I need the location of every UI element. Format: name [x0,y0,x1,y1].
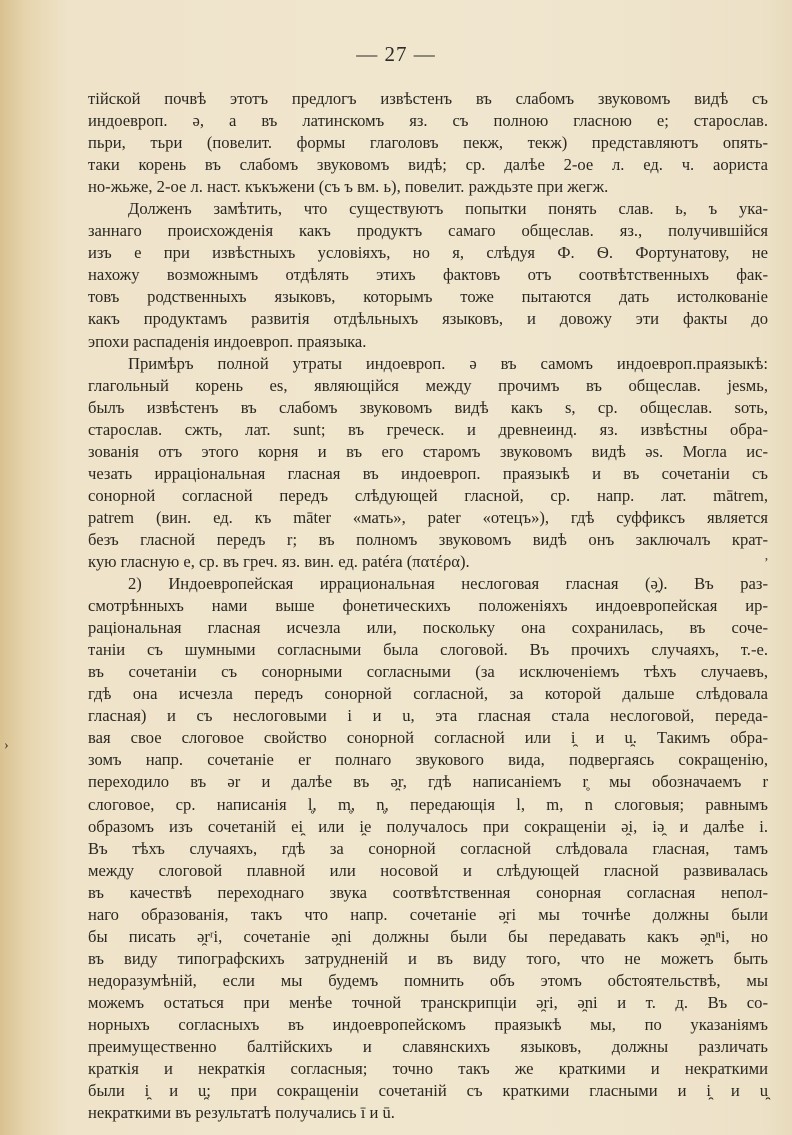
text-line: зованія отъ этого корня и въ его старомъ звуковомъ видѣ əs. Могла ис- [88,441,768,461]
text-line: пьри, тьри (повелит. формы глаголовъ пекж, текж) представляютъ опять- [88,133,768,153]
text-line: чезать ирраціональная гласная въ индоевроп. праязыкѣ и въ сочетаніи съ [88,463,768,483]
text-line: изъ е при извѣстныхъ условіяхъ, но я, слѣдуя Ф. Ѳ. Фортунатову, не [88,243,768,263]
text-line: краткія и некраткія согласныя; точно такъ же краткими и некраткими [88,1059,768,1079]
text-line: образомъ изъ сочетаній ei̯ или i̯e получалось при сокращеніи ə̯i, iə̯ и далѣе i. [88,816,768,836]
text-line: гдѣ она исчезла передъ сонорной согласной, за которой дальше слѣдовала [88,684,768,704]
text-line: некраткими въ результатѣ получались ī и ū. [88,1103,395,1123]
text-line: нахожу возможнымъ отдѣлять этихъ фактовъ отъ соотвѣтственныхъ фак- [88,265,768,285]
text-line: эпохи распаденія индоевроп. праязыка. [88,331,367,351]
text-line: глагольный корень es, являющійся между прочимъ въ общеслав. jesмь, [88,375,768,395]
text-line: переходило въ ər и далѣе въ ə̯r, гдѣ написаніемъ r̥ мы обозначаемъ r [88,772,768,792]
text-line: гласная) и съ неслоговыми i и u, эта гласная стала неслоговой, переда- [88,706,768,726]
text-line: зомъ напр. сочетаніе er полнаго звукового вида, подвергаясь сокращенію, [88,750,768,770]
text-line: Примѣръ полной утраты индоевроп. ə въ самомъ индоевроп.праязыкѣ: [128,353,768,373]
text-line: тійской почвѣ этотъ предлогъ извѣстенъ въ слабомъ звуковомъ видѣ съ [88,89,768,108]
page-number: — 27 — [356,42,436,66]
text-line: таніи съ шумными согласными была слоговой. Въ прочихъ случаяхъ, т.-е. [88,640,768,660]
text-line: между слоговой плавной или носовой и слѣдующей гласной развивалась [88,860,768,880]
text-line: въ качествѣ переходнаго звука соотвѣтственная сонорная согласная непол- [88,882,768,902]
text-line: какъ продуктамъ развитія отдѣльныхъ языковъ, и довожу эти факты до [88,309,768,329]
text-line: patrem (вин. ед. къ māter «мать», pater «отецъ»), гдѣ суффиксъ является [88,507,768,527]
text-line: можемъ остаться при менѣе точной транскрипціи ə̯ri, ə̯ni и т. д. Въ со- [88,992,768,1012]
text-line: товъ родственныхъ языковъ, которымъ тоже пытаются дать истолкованіе [88,287,768,307]
text-line: старослав. сжть, лат. sunt; въ греческ. и древнеинд. яз. извѣстны обра- [88,419,768,439]
text-line: бы писать ə̯rʳi, сочетаніе ə̯ni должны были бы передавать какъ ə̯nⁿi, но [88,926,768,946]
text-line: вая свое слоговое свойство сонорной согласной или i̯ и u̯. Такимъ обра- [88,728,768,748]
text-line: были i̯ и u̯; при сокращеніи сочетаній съ краткими гласными и i̯ и u̯ [88,1081,768,1101]
text-line: но-жьже, 2-ое л. наст. къкъжени (съ ъ вм. ь), повелит. раждьзте при жегж. [88,177,609,197]
text-line: кую гласную е, ср. въ греч. яз. вин. ед. patéra (πατέρα). [88,551,470,571]
text-line: наго образованія, такъ что напр. сочетаніе ə̯ri мы точнѣе должны были [88,904,768,924]
text-line: безъ гласной передъ r; въ полномъ звуковомъ видѣ онъ заключалъ крат- [88,529,768,549]
text-line: норныхъ согласныхъ въ индоевропейскомъ праязыкѣ мы, по указаніямъ [88,1014,768,1034]
text-line: заннаго происхожденія какъ продуктъ самаго общеслав. яз., получившійся [88,221,768,241]
text-line: сонорной согласной передъ слѣдующей гласной, ср. напр. лат. mātrem, [88,485,768,505]
text-line: смотрѣнныхъ нами выше фонетическихъ положеніяхъ индоевропейская ир- [88,596,768,616]
text-line: преимущественно балтійскихъ и славянскихъ языковъ, должны различать [88,1037,768,1057]
text-line: слоговое, ср. написанія l̥, m̥, n̥, передающія l, m, n слоговыя; равнымъ [88,794,768,814]
text-line: Въ тѣхъ случаяхъ, гдѣ за сонорной согласной слѣдовала гласная, тамъ [88,838,768,858]
text-line: Долженъ замѣтить, что существуютъ попытки понять слав. ь, ъ ука- [128,199,768,219]
margin-mark-left: › [4,738,9,753]
text-line: раціональная гласная исчезла или, поскольку она сохранилась, въ соче- [88,618,768,638]
text-line: 2) Индоевропейская иррациональная неслоговая гласная (ə̯). Въ раз- [128,574,768,594]
body-text [88,88,768,1124]
text-line: таки корень въ слабомъ звуковомъ видѣ; ср. далѣе 2-ое л. ед. ч. аориста [88,155,768,175]
text-line: недоразумѣній, если мы будемъ помнить объ этомъ обстоятельствѣ, мы [88,970,768,990]
text-line: индоевроп. ə, а въ латинскомъ яз. съ полною гласною e; старослав. [88,111,768,131]
margin-mark-right: ʼ [764,556,769,571]
text-line: въ сочетаніи съ сонорными согласными (за исключеніемъ тѣхъ случаевъ, [88,662,768,682]
text-line: въ виду типографскихъ затрудненій и въ виду того, что не можетъ быть [88,948,768,968]
text-line: былъ извѣстенъ въ слабомъ звуковомъ видѣ какъ s, ср. общеслав. sоть, [88,397,768,417]
